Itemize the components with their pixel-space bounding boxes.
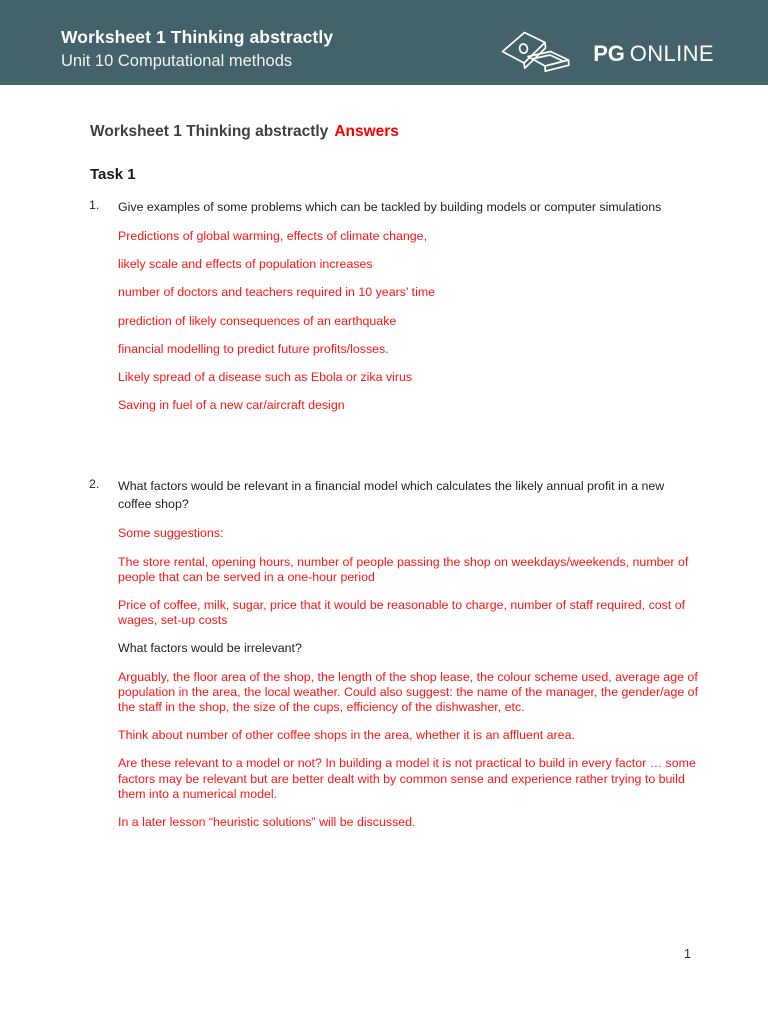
question-1-number: 1. — [89, 198, 100, 212]
answer-line: likely scale and effects of population increases — [118, 257, 373, 272]
document-heading-answers: Answers — [334, 123, 399, 140]
answer-line: Some suggestions: — [118, 526, 224, 541]
brand-online-text: ONLINE — [629, 40, 714, 66]
page-number: 1 — [684, 947, 691, 961]
answer-line: number of doctors and teachers required in 10 years’ time — [118, 285, 436, 300]
document-heading-main: Worksheet 1 Thinking abstractly — [90, 123, 329, 140]
header-subtitle: Unit 10 Computational methods — [61, 51, 293, 70]
answer-line: Predictions of global warming, effects of climate change, — [118, 229, 428, 243]
answer-line: Are these relevant to a model or not? In building a model it is not practical to build in every factor … some factors may be relevant but are better dealt with by common sense and experience rather trying to build them into a numerical model. — [118, 756, 696, 801]
question-block-2 — [0, 477, 768, 830]
answer-line: Likely spread of a disease such as Ebola or zika virus — [118, 370, 413, 385]
question-list — [0, 198, 768, 830]
header-title-group — [61, 29, 333, 69]
question-2-number: 2. — [89, 477, 100, 492]
brand-pg-text: PG — [593, 40, 625, 66]
question-2-sub-prompt: What factors would be irrelevant? — [118, 641, 302, 656]
section-spacer — [0, 445, 768, 477]
document-page — [0, 85, 768, 1024]
question-2-row — [0, 477, 768, 513]
header-title: Worksheet 1 Thinking abstractly — [61, 27, 334, 47]
document-heading — [90, 123, 399, 141]
question-1-row — [0, 198, 768, 216]
answer-line: The store rental, opening hours, number of people passing the shop on weekdays/weekends, number of people that can be served in a one-hour period — [118, 554, 689, 584]
brand-logo — [498, 30, 714, 77]
page-header-banner — [0, 0, 768, 85]
laptop-outline-icon — [498, 30, 582, 77]
section-spacer — [0, 413, 768, 445]
answer-line: In a later lesson “heuristic solutions” will be discussed. — [118, 815, 416, 830]
brand-wordmark — [593, 40, 714, 66]
answer-line: prediction of likely consequences of an earthquake — [118, 313, 397, 328]
task-heading: Task 1 — [90, 166, 136, 183]
answer-line: Saving in fuel of a new car/aircraft design — [118, 398, 345, 413]
answer-line: Price of coffee, milk, sugar, price that it would be reasonable to charge, number of staff required, cost of wages, set-up costs — [118, 598, 686, 628]
answer-line: financial modelling to predict future profits/losses. — [118, 341, 389, 356]
question-block-1 — [0, 198, 768, 413]
question-2-prompt: What factors would be relevant in a financial model which calculates the likely annual profit in a new coffee shop? — [118, 479, 665, 512]
answer-line: Think about number of other coffee shops in the area, whether it is an affluent area. — [118, 728, 575, 743]
question-1-prompt: Give examples of some problems which can be tackled by building models or computer simulations — [118, 200, 662, 214]
answer-line: Arguably, the floor area of the shop, the length of the shop lease, the colour scheme used, average age of population in the area, the local weather. Could also suggest: the name of the manager, the gender/age of the staff in the shop, the size of the cups, efficiency of the dishwasher, etc. — [118, 669, 699, 715]
